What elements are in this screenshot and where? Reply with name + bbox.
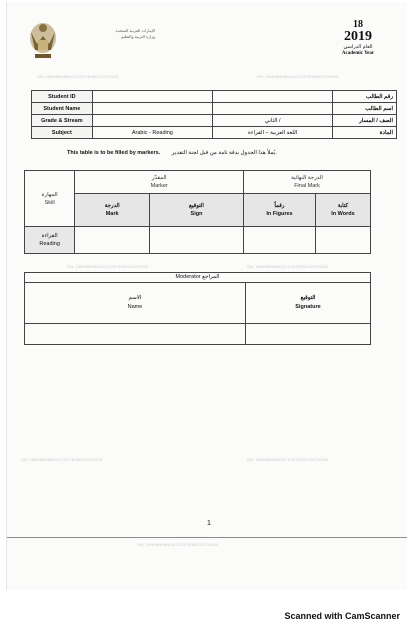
name-header-en: Name — [127, 304, 143, 310]
student-info-table — [31, 90, 397, 139]
reading-skill-ar: القراءة — [41, 233, 58, 239]
in-figures-subheader-en: In Figures — [266, 211, 293, 217]
table-row — [25, 324, 371, 345]
final-mark-header-en: Final Mark — [294, 183, 320, 189]
grade-stream-value-ar[interactable]: الثاني / — [213, 115, 333, 127]
skill-header — [25, 171, 75, 227]
in-words-subheader-ar: كتابة — [337, 203, 349, 209]
student-id-value-ar[interactable] — [213, 91, 333, 103]
sign-subheader-ar: التوقيع — [189, 203, 204, 209]
student-id-label-ar: رقم الطالب — [333, 91, 397, 103]
ministry-name — [65, 28, 155, 40]
student-id-value[interactable] — [92, 91, 212, 103]
reading-skill-en: Reading — [39, 241, 60, 247]
markers-note-en: This table is to be filled by markers. — [67, 150, 161, 156]
subject-value-ar: اللغة العربية – القراءة — [213, 127, 333, 139]
grade-stream-value[interactable] — [92, 115, 212, 127]
in-figures-subheader-ar: رقماً — [274, 203, 285, 209]
ministry-line-1: الإمارات العربية المتحدة — [115, 28, 155, 33]
page-number: 1 — [207, 520, 211, 527]
table-row — [32, 127, 397, 139]
moderator-name-input[interactable] — [25, 324, 246, 345]
moderator-header — [25, 273, 371, 283]
moderator-title-ar: المراجع — [202, 274, 220, 280]
document-page — [6, 2, 407, 590]
table-row — [25, 171, 371, 194]
student-name-label: Student Name — [32, 103, 93, 115]
serial-number-bottom: SN: 10N09N09N01C1C07K050C007K000 — [137, 542, 219, 547]
in-words-subheader — [315, 194, 370, 227]
reading-skill-cell — [25, 227, 75, 254]
serial-number-lower-right: SN: 10N09N09N01C1C07K050C007K000 — [247, 457, 329, 462]
sign-input-cell[interactable] — [149, 227, 243, 254]
table-row — [25, 194, 371, 227]
final-mark-header-ar: الدرجة النهائية — [291, 175, 323, 181]
table-row — [25, 273, 371, 283]
mark-input-cell[interactable] — [75, 227, 150, 254]
camscanner-watermark: Scanned with CamScanner — [284, 611, 400, 621]
marks-table — [24, 170, 371, 254]
table-row — [32, 103, 397, 115]
serial-number-top-right: SN: 10N09N09N01C1C07K050C007K000 — [257, 74, 339, 79]
table-row — [25, 227, 371, 254]
subject-value: Arabic - Reading — [92, 127, 212, 139]
moderator-table — [24, 272, 371, 345]
marker-header-ar: المقدّر — [151, 175, 167, 181]
sign-subheader-en: Sign — [190, 211, 203, 217]
ministry-line-2: وزارة التربية والتعليم — [120, 34, 155, 39]
academic-year-block — [335, 20, 381, 57]
final-mark-header — [244, 171, 371, 194]
name-header-ar: الاسم — [128, 295, 142, 301]
marker-header-en: Marker — [150, 183, 168, 189]
skill-header-en: Skill — [44, 199, 55, 206]
markers-note-ar: يُملأ هذا الجدول بدقة تامة من قبل لجنة التقدير. — [171, 150, 277, 156]
serial-number-mid-left: SN: 10N09N09N01C1C07K050C007K000 — [67, 264, 149, 269]
serial-number-top-left: SN: 10N09N09N01C1C07K050C007K000 — [37, 74, 119, 79]
mark-subheader — [75, 194, 150, 227]
exam-number: 18 — [353, 19, 363, 30]
serial-number-mid-right: SN: 10N09N09N01C1C07K050C007K000 — [247, 264, 329, 269]
grade-stream-label-ar: الصف / المسار — [333, 115, 397, 127]
signature-header-cell — [245, 283, 370, 324]
student-name-value-ar[interactable] — [213, 103, 333, 115]
table-row — [32, 115, 397, 127]
mark-subheader-en: Mark — [105, 211, 119, 217]
student-name-label-ar: اسم الطالب — [333, 103, 397, 115]
name-header-cell — [25, 283, 246, 324]
footer-divider — [7, 537, 407, 538]
subject-label-ar: المادة — [333, 127, 397, 139]
mark-subheader-ar: الدرجة — [104, 203, 120, 209]
in-figures-input-cell[interactable] — [244, 227, 316, 254]
grade-stream-label: Grade & Stream — [32, 115, 93, 127]
academic-year-label-ar: العام الدراسي — [343, 44, 373, 50]
uae-emblem-logo — [27, 18, 59, 62]
subject-label: Subject — [32, 127, 93, 139]
table-row — [32, 91, 397, 103]
in-words-input-cell[interactable] — [315, 227, 370, 254]
in-figures-subheader — [244, 194, 316, 227]
in-words-subheader-en: In Words — [331, 211, 355, 217]
year-value: 2019 — [344, 29, 372, 44]
sign-subheader — [149, 194, 243, 227]
moderator-signature-input[interactable] — [245, 324, 370, 345]
moderator-title-en: Moderator — [175, 274, 201, 280]
student-name-value[interactable] — [92, 103, 212, 115]
marker-header — [75, 171, 244, 194]
serial-number-lower-left: SN: 10N09N09N01C1C07K050C007K000 — [21, 457, 103, 462]
student-id-label: Student ID — [32, 91, 93, 103]
table-row — [25, 283, 371, 324]
markers-note — [67, 150, 377, 156]
academic-year-label-en: Academic Year — [341, 51, 375, 56]
signature-header-ar: التوقيع — [300, 295, 316, 301]
signature-header-en: Signature — [295, 304, 321, 310]
skill-header-ar: المهارة — [41, 191, 58, 198]
